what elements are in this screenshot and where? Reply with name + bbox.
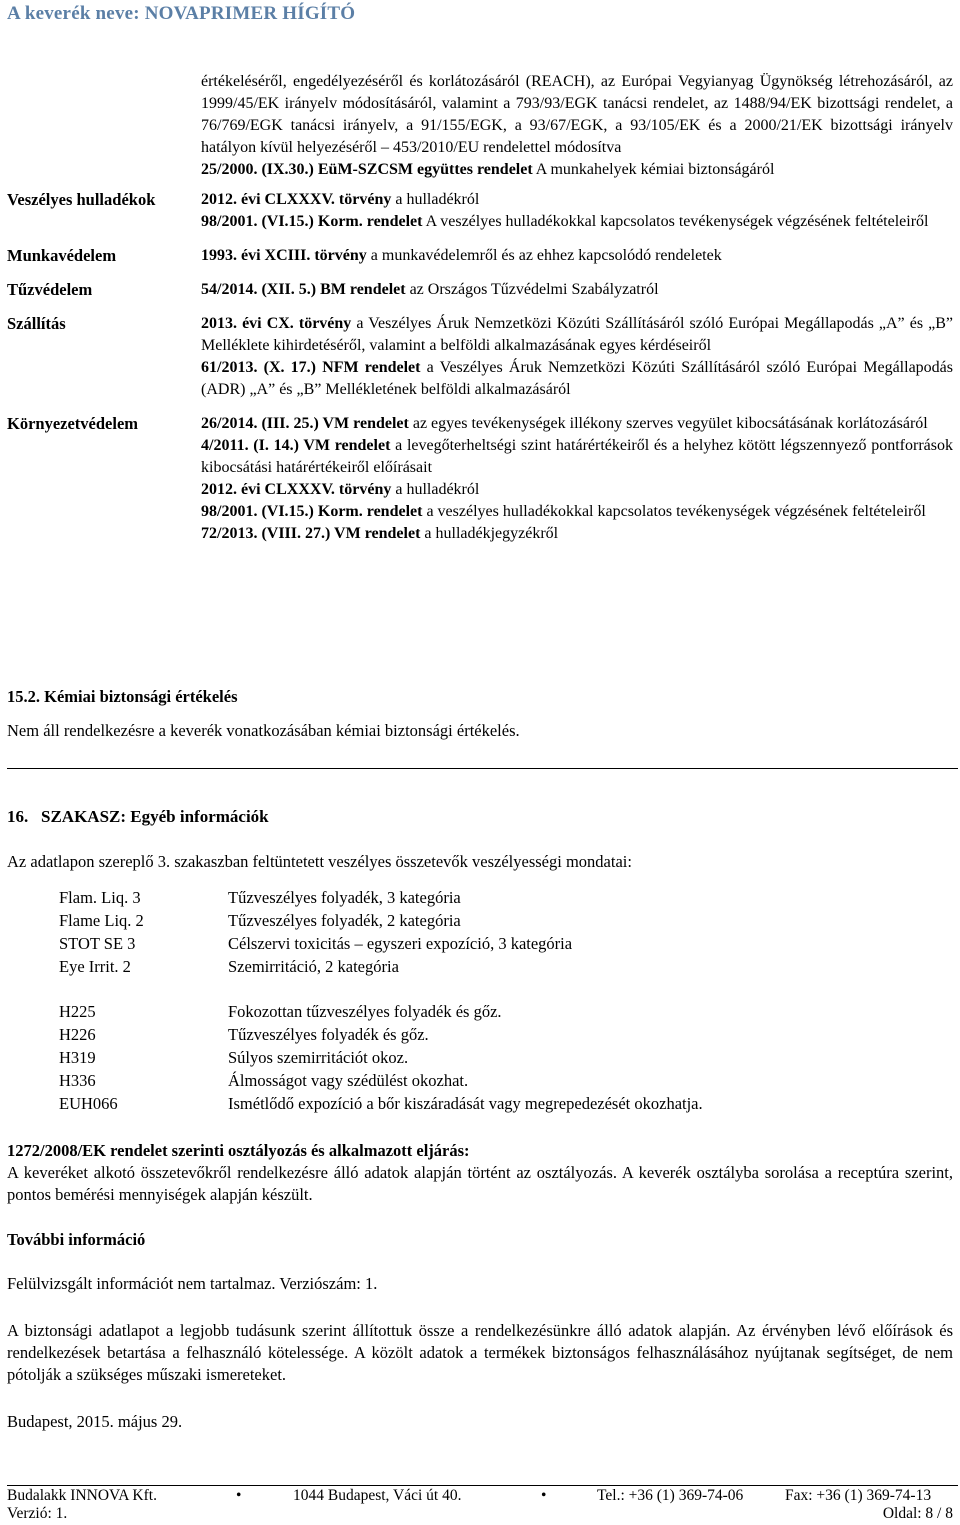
footer-bullet: • <box>541 1487 547 1504</box>
eum-regulation: 25/2000. (IX.30.) EüM-SZCSM együttes rendelet A munkahelyek kémiai biztonságáról <box>201 161 775 178</box>
environment-decree-5: 72/2013. (VIII. 27.) VM rendelet a hulladékjegyzékről <box>201 525 559 542</box>
footer-company: Budalakk INNOVA Kft. <box>7 1487 157 1504</box>
occupational-law: 1993. évi XCIII. törvény a munkavédelemről és az ehhez kapcsolódó rendeletek <box>201 247 722 264</box>
label-transport: Szállítás <box>7 314 66 333</box>
label-hazardous-waste: Veszélyes hulladékok <box>7 190 156 209</box>
label-occupational: Munkavédelem <box>7 246 117 265</box>
regulations-block <box>0 71 960 545</box>
label-environment: Környezetvédelem <box>7 414 139 433</box>
document-date: Budapest, 2015. május 29. <box>7 1412 183 1431</box>
fire-decree: 54/2014. (XII. 5.) BM rendelet az Országos Tűzvédelmi Szabályzatról <box>201 281 659 298</box>
hazard-class-row: Eye Irrit. 2 Szemirritáció, 2 kategória <box>59 957 399 976</box>
section-16-title: 16. SZAKASZ: Egyéb információk <box>7 807 269 826</box>
hazard-class-row: Flame Liq. 2 Tűzveszélyes folyadék, 2 kategória <box>59 911 461 930</box>
classification-text: A keveréket alkotó összetevőkről rendelkezésre álló adatok alapján történt az osztályozás. A keverék osztályba sorolása a receptúra szerint, pontos bemérési mennyiségek alapján készült. <box>7 1163 953 1204</box>
footer-phone: Tel.: +36 (1) 369-74-06 <box>597 1487 744 1504</box>
section-15-2-text: Nem áll rendelkezésre a keverék vonatkozásában kémiai biztonsági értékelés. <box>7 721 520 740</box>
h-statement-row: H226 Tűzveszélyes folyadék és gőz. <box>59 1025 429 1044</box>
transport-law: 2013. évi CX. törvény a Veszélyes Áruk Nemzetközi Közúti Szállításáról szóló Európai Megállapodás „A” és „B” Melléklete kihirdetéséről, valamint a belföldi alkalmazásának egyes kérdéseiről <box>201 315 954 354</box>
classification-title: 1272/2008/EK rendelet szerinti osztályozás és alkalmazott eljárás: <box>7 1141 470 1160</box>
transport-decree: 61/2013. (X. 17.) NFM rendelet a Veszélyes Áruk Nemzetközi Közúti Szállításáról szóló Európai Megállapodás (ADR) „A” és „B” Mellékletének belföldi alkalmazásáról <box>201 359 953 398</box>
environment-law-3: 2012. évi CLXXXV. törvény a hulladékról <box>201 481 480 498</box>
environment-decree-4: 98/2001. (VI.15.) Korm. rendelet a veszélyes hulladékokkal kapcsolatos tevékenységek végzésének feltételeiről <box>201 503 926 520</box>
reg-row-environment <box>0 413 960 545</box>
footer-address: 1044 Budapest, Váci út 40. <box>293 1487 462 1504</box>
footer-bullet: • <box>236 1487 242 1504</box>
h-statement-row: H336 Álmosságot vagy szédülést okozhat. <box>59 1071 469 1090</box>
hazard-class-row: Flam. Liq. 3 Tűzveszélyes folyadék, 3 kategória <box>59 888 461 907</box>
further-info-title: További információ <box>7 1230 146 1249</box>
footer-version: Verzió: 1. <box>7 1505 68 1522</box>
reg-row-hazardous-waste <box>0 189 960 233</box>
h-statement-row: EUH066 Ismétlődő expozíció a bőr kiszáradását vagy megrepedezését okozhatja. <box>59 1094 703 1113</box>
h-statement-list <box>59 1000 703 1115</box>
environment-decree-1: 26/2014. (III. 25.) VM rendelet az egyes tevékenységek illékony szerves vegyület kibocsátásának korlátozásáról <box>201 415 928 432</box>
classification-block <box>7 1140 953 1206</box>
page-footer <box>7 1487 953 1523</box>
reg-row-reach <box>0 71 960 181</box>
hazardous-waste-law: 2012. évi CLXXXV. törvény a hulladékról <box>201 191 480 208</box>
reg-row-fire <box>0 279 960 301</box>
further-info-disclaimer: A biztonsági adatlapot a legjobb tudásunk szerint állítottuk össze a rendelkezésünkre álló adatok alapján. Az érvényben lévő előírások és rendelkezések betartása a felhasználó kötelessége. A közölt adatok a termékek biztonságos felhasználásához nyújtanak segítséget, de nem pótolják a szükséges műszaki ismereteket. <box>7 1321 953 1384</box>
section-15-2-title: 15.2. Kémiai biztonsági értékelés <box>7 687 238 706</box>
hazard-class-list <box>59 886 572 978</box>
reach-text: értékeléséről, engedélyezéséről és korlátozásáról (REACH), az Európai Vegyianyag Ügynökség létrehozásáról, az 1999/45/EK irányelv módosításáról, valamint a 793/93/EGK tanácsi rendelet, az 1488/94/EK bizottsági rendelet, a 76/769/EGK tanácsi irányelv, a 91/155/EGK, a 93/67/EGK, a 93/105/EK és a 2000/21/EK bizottsági irányelv hatályon kívül helyezéséről – 453/2010/EU rendelettel módosítva <box>201 73 953 156</box>
footer-page-number: Oldal: 8 / 8 <box>882 1505 953 1522</box>
label-fire: Tűzvédelem <box>7 280 93 299</box>
environment-decree-2: 4/2011. (I. 14.) VM rendelet a levegőterheltségi szint határértékeiről és a helyhez kötött légszennyező pontforrások kibocsátási határértékeiről előírásait <box>201 437 953 476</box>
hazardous-waste-decree: 98/2001. (VI.15.) Korm. rendelet A veszélyes hulladékokkal kapcsolatos tevékenységek végzésének feltételeiről <box>201 213 929 230</box>
reg-row-occupational <box>0 245 960 267</box>
h-statement-row: H225 Fokozottan tűzveszélyes folyadék és gőz. <box>59 1002 502 1021</box>
further-info-version: Felülvizsgált információt nem tartalmaz. Verziószám: 1. <box>7 1274 378 1293</box>
footer-divider <box>7 1485 958 1486</box>
footer-fax: Fax: +36 (1) 369-74-13 <box>785 1487 932 1504</box>
section-16-intro: Az adatlapon szereplő 3. szakaszban feltüntetett veszélyes összetevők veszélyességi mondatai: <box>7 852 632 871</box>
document-header-title: A keverék neve: NOVAPRIMER HÍGÍTÓ <box>7 3 356 24</box>
section-divider <box>7 768 958 769</box>
hazard-class-row: STOT SE 3 Célszervi toxicitás – egyszeri expozíció, 3 kategória <box>59 934 573 953</box>
reg-row-transport <box>0 313 960 401</box>
h-statement-row: H319 Súlyos szemirritációt okoz. <box>59 1048 409 1067</box>
